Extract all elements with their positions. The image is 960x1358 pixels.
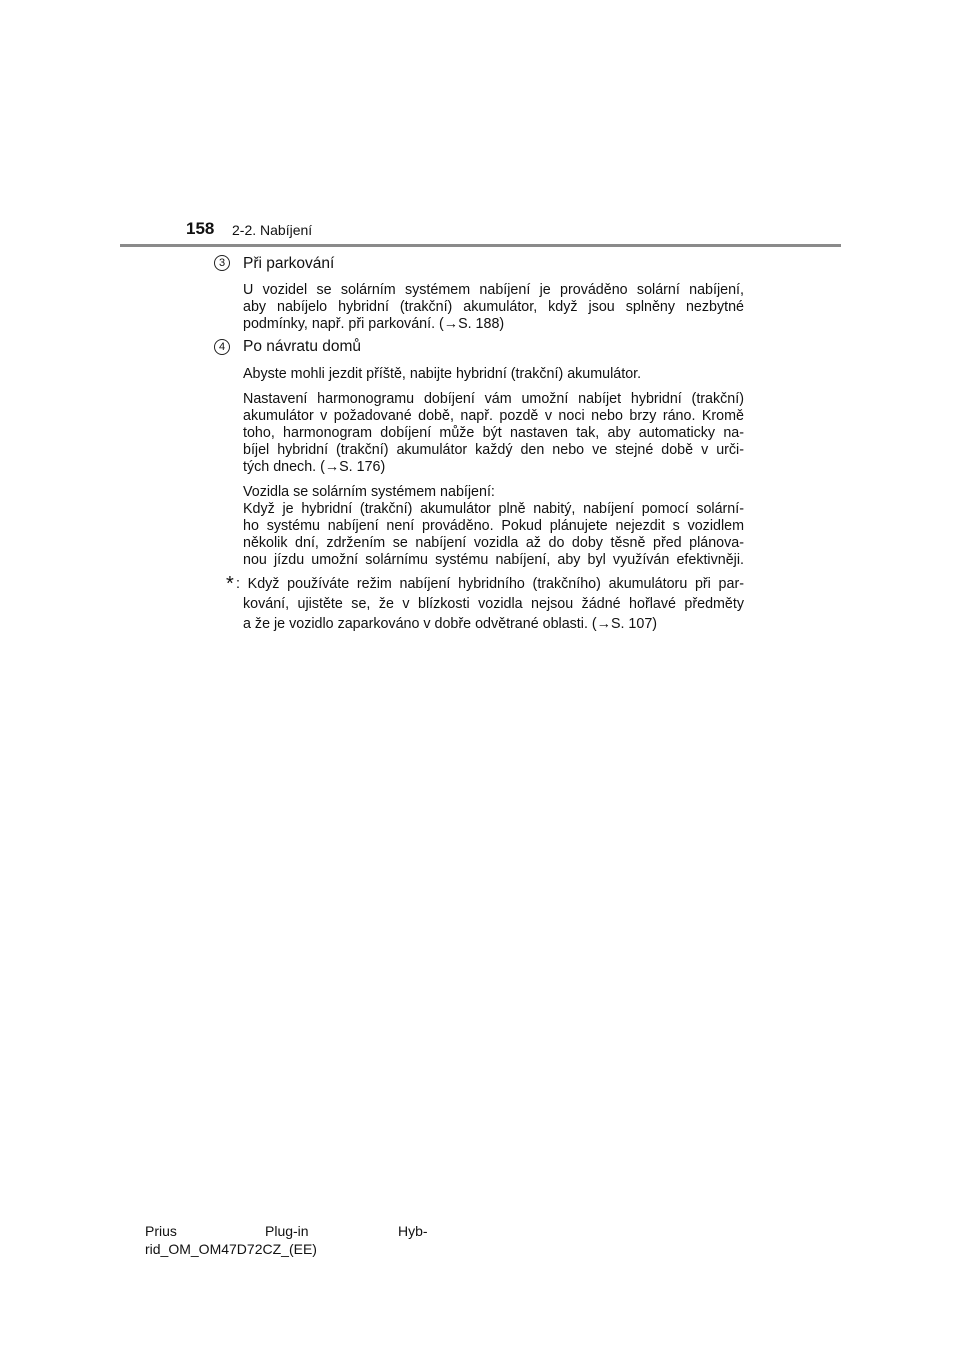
page-number: 158 — [186, 219, 215, 238]
footnote-line: a že je vozidlo zaparkováno v dobře odvětrané oblasti. (→S. 107) — [243, 616, 658, 632]
item-marker-3: 3 — [214, 255, 230, 271]
footer-text: Plug-in — [265, 1223, 309, 1239]
section-title: 2-2. Nabíjení — [232, 222, 313, 238]
body-line: bíjel hybridní (trakční) akumulátor každý den nebo ve stejné době v urči- — [243, 442, 744, 458]
body-line: Nastavení harmonogramu dobíjení vám umožní nabíjet hybridní (trakční) — [243, 391, 744, 407]
footnote-line: kování, ujistěte se, že v blízkosti vozidla nejsou žádné hořlavé předměty — [243, 596, 744, 612]
body-line: U vozidel se solárním systémem nabíjení je prováděno solární nabíjení, — [243, 282, 744, 298]
item-heading: Při parkování — [243, 255, 335, 272]
body-line: několik dní, zdržením se nabíjení vozidla až do doby těsně před plánova- — [243, 535, 744, 551]
body-line: aby nabíjelo hybridní (trakční) akumulátor, když jsou splněny nezbytné — [243, 299, 744, 315]
item-heading: Po návratu domů — [243, 338, 362, 355]
body-line: Abyste mohli jezdit příště, nabijte hybridní (trakční) akumulátor. — [243, 366, 642, 382]
item-marker-4: 4 — [214, 339, 230, 355]
body-line: Když je hybridní (trakční) akumulátor plně nabitý, nabíjení pomocí solární- — [243, 501, 744, 517]
body-line: ho systému nabíjení není prováděno. Pokud plánujete nejezdit s vozidlem — [243, 518, 744, 534]
footer-text: Hyb- — [398, 1223, 428, 1239]
body-line: akumulátor v požadované době, např. pozdě v noci nebo brzy ráno. Kromě — [243, 408, 744, 424]
footnote-line: : Když používáte režim nabíjení hybridního (trakčního) akumulátoru při par- — [236, 576, 744, 592]
body-line: nou jízdu umožní solárnímu systému nabíjení, aby byl využíván efektivněji. — [243, 552, 744, 568]
body-line: Vozidla se solárním systémem nabíjení: — [243, 484, 495, 500]
header-rule — [120, 244, 841, 247]
footer-text: Prius — [145, 1223, 177, 1239]
body-line: podmínky, např. při parkování. (→S. 188) — [243, 316, 505, 332]
body-line: tých dnech. (→S. 176) — [243, 459, 386, 475]
footer-text: rid_OM_OM47D72CZ_(EE) — [145, 1241, 317, 1257]
footnote-marker: * — [226, 573, 234, 595]
body-line: toho, harmonogram dobíjení může být nastaven tak, aby automaticky na- — [243, 425, 744, 441]
